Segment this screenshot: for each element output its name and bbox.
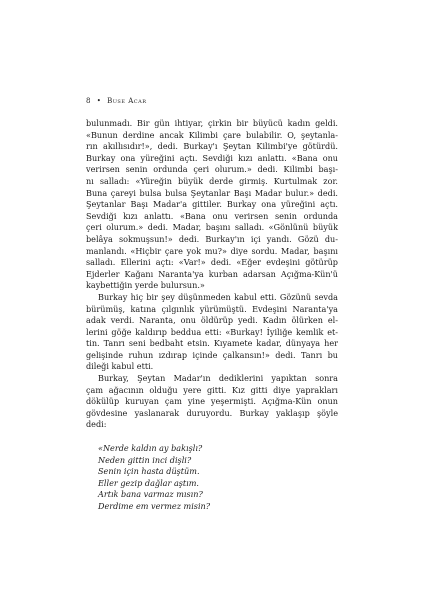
bullet-separator: • <box>96 97 102 105</box>
text-line: nı salladı: «Yüreğin büyük derde girmiş. Kurtulmak zor. <box>86 175 338 186</box>
text-line: gelişinde ruhun ızdırap içinde çalkansın!» dedi. Tanrı bu <box>86 349 338 360</box>
poem-line: Artık bana varmaz mısın? <box>98 489 203 500</box>
paragraph <box>86 118 338 292</box>
text-line: manlandı. «Hiçbir çare yok mu?» diye sordu. Madar, başını <box>86 245 338 256</box>
text-line: tin. Tanrı seni bedbaht etsin. Kıyamete kadar, dünyaya her <box>86 338 338 349</box>
text-line: salladı. Ellerini açtı: «Var!» dedi. «Eğer evdeşini götürüp <box>86 257 338 268</box>
body-text <box>86 118 338 513</box>
text-line: dökülüp kuruyan çam yine yeşermişti. Açığma-Kün onun <box>86 396 338 407</box>
verse-gap <box>86 431 338 443</box>
text-line: Buna çareyi bulsa bulsa Şeytanlar Başı Madar bulur.» dedi. <box>86 187 338 198</box>
poem-line: Neden gittin inci dişli? <box>98 454 192 465</box>
poem <box>86 443 338 513</box>
paragraph <box>86 292 338 373</box>
text-line: kaybettiğin yerde bulursun.» <box>86 280 205 291</box>
running-head <box>86 97 147 105</box>
text-line: çeri olurum.» dedi. Madar, başını salladı. «Gönlünü büyük <box>86 222 338 233</box>
text-line: Şeytanlar Başı Madar'a gittiler. Burkay ona yüreğini açtı. <box>86 199 338 210</box>
poem-line: Eller gezip dağlar aştım. <box>98 477 200 488</box>
paragraphs <box>86 118 338 431</box>
text-line: rın akıllısıdır!», dedi. Burkay'ı Şeytan Kilimbi'ye götürdü. <box>86 141 338 152</box>
text-line: Burkay ona yüreğini açtı. Sevdiği kızı anlattı. «Bana onu <box>86 152 338 163</box>
text-line: lerini göğe kaldırıp beddua etti: «Burkay! İyiliğe kemlik et- <box>86 326 338 337</box>
author-name: Buse Acar <box>107 97 147 105</box>
text-line: Burkay hiç bir şey düşünmeden kabul etti. Gözünü sevda <box>98 291 338 302</box>
page-number: 8 <box>86 97 91 105</box>
poem-line: «Nerde kaldın ay bakışlı? <box>98 443 203 454</box>
text-line: Burkay, Şeytan Madar'ın dediklerini yapıktan sonra <box>98 373 338 384</box>
text-line: gövdesine yaslanarak duruyordu. Burkay yaklaşıp şöyle <box>86 407 338 418</box>
text-line: Ejderler Kağanı Naranta'ya kurban adarsan Açığma-Kün'ü <box>86 268 338 279</box>
paragraph <box>86 373 338 431</box>
text-line: dileği kabul etti. <box>86 361 154 372</box>
text-line: çam ağacının olduğu yere gitti. Kız gitti diye yaprakları <box>86 384 338 395</box>
poem-line: Derdime em vermez misin? <box>98 501 211 511</box>
text-line: Sevdiği kızı anlattı. «Bana onu verirsen senin ordunda <box>86 210 338 221</box>
poem-line: Senin için hasta düştüm. <box>98 466 200 477</box>
text-line: belâya sokmuşsun!» dedi. Burkay'ın içi yandı. Gözü du- <box>86 233 338 244</box>
text-line: bulunmadı. Bir gün ihtiyar, çirkin bir büyücü kadın geldi. <box>86 118 338 128</box>
text-line: dedi: <box>86 419 107 430</box>
text-line: verirsen senin ordunda çeri olurum.» dedi. Kilimbi başı- <box>86 164 338 175</box>
text-line: adak verdi. Naranta, onu öldürüp yedi. Kadın ölürken el- <box>86 315 338 326</box>
text-line: «Bunun derdine ancak Kilimbi çare bulabilir. O, şeytanla- <box>86 129 338 140</box>
text-line: bürümüş, katına çılgınlık yürümüştü. Evdeşini Naranta'ya <box>86 303 338 314</box>
